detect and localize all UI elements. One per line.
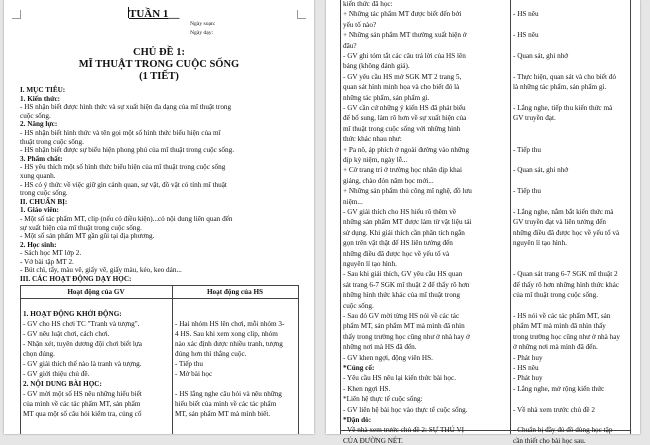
- text-line: - HS nhận biết được hình thức và sự xuất hiện đa dạng của mĩ thuật trong: [20, 103, 232, 112]
- gv-activity-line: - Sau khi giải thích, GV yêu cầu HS quan: [343, 270, 463, 279]
- text-line: [175, 310, 297, 320]
- gv-activity-line: bảng (không đánh giá).: [343, 62, 410, 71]
- gv-activity-line: thấy trong trường học cũng như ở nhà hay ở: [343, 332, 470, 341]
- gv-activity-line: niệm...: [343, 197, 363, 206]
- table-column-hs: [175, 310, 297, 420]
- lesson-title: MĨ THUẬT TRONG CUỘC SỐNG: [78, 59, 240, 70]
- gv-activity-line: thức khác nhau như:: [343, 135, 402, 144]
- text-line: - GV cho HS chơi TC "Tranh và tượng".: [23, 320, 140, 328]
- gv-activity-line: - GV yêu cầu HS mở SGK MT 2 trang 5,: [343, 72, 462, 81]
- gv-activity-line: gọn trên vật thật để HS liên tưởng đến: [343, 239, 453, 248]
- section-heading: 2. NỘI DUNG BÀI HỌC:: [23, 380, 102, 388]
- corner-mark: [297, 10, 306, 19]
- text-line: hiểu biết của mình về các tác phẩm: [175, 400, 277, 408]
- hs-activity-line: - Lắng nghe, nắm bắt kiến thức mà: [513, 208, 614, 216]
- hs-activity-line: - Quan sát, ghi nhớ: [513, 166, 569, 175]
- hs-activity-line: là những tác phẩm, sản phẩm gì.: [513, 83, 607, 92]
- table-column-gv: [23, 310, 171, 420]
- hs-activity-line: phẩm MT mà mình đã nhìn thấy: [513, 322, 606, 331]
- text-line: xung quanh.: [20, 171, 56, 180]
- hs-activity-line: cần thiết cho bài học sau.: [513, 436, 586, 445]
- section-heading: 3. Phẩm chất:: [20, 154, 63, 163]
- section-heading: I. MỤC TIÊU:: [20, 86, 66, 94]
- gv-activity-line: những nơi mà HS đã đến.: [343, 343, 417, 352]
- text-line: - GV giải thích thế nào là tranh và tượng.: [23, 360, 142, 368]
- text-line: của mình về các tác phẩm MT, sản phẩm: [23, 400, 141, 408]
- gv-activity-line: - Yêu cầu HS nêu lại kiến thức bài học.: [343, 374, 457, 383]
- gv-activity-line: + Pa nô, áp phích ở ngoài đường vào những: [343, 145, 470, 154]
- hs-activity-line: trong trường học cũng như ở nhà hay: [513, 332, 621, 341]
- section-heading: 1. Giáo viên:: [20, 206, 59, 215]
- gv-activity-line: yếu tố nào?: [343, 20, 377, 29]
- text-line: - Vở bài tập MT 2.: [20, 257, 74, 266]
- hs-activity-line: - Phát huy: [513, 374, 543, 383]
- text-line: MT, sản phẩm MT mà mình biết.: [175, 410, 271, 418]
- gv-activity-line: + Những tác phẩm MT được biết đến bởi: [343, 10, 462, 19]
- table-header-hs: Hoạt động của HS: [206, 288, 264, 296]
- gv-activity-line: + Cờ trang trí ở trường học nhân dịp khai: [343, 166, 462, 175]
- gv-activity-line: - GV cần cứ những ý kiến HS đã phát biểu: [343, 104, 466, 112]
- gv-activity-line: nguyên lí tạo hình.: [343, 260, 397, 268]
- text-line: - GV mời một số HS nêu những hiểu biết: [23, 390, 142, 398]
- text-line: sự xuất hiện của mĩ thuật trong cuộc sống.: [20, 223, 142, 232]
- gv-activity-line: *Liên hệ thực tế cuộc sống:: [343, 395, 423, 404]
- section-heading: 2. Năng lực:: [20, 120, 58, 129]
- text-line: - HS nhận biết được sự biểu hiện phong phú của mĩ thuật trong cuộc sống.: [20, 146, 235, 155]
- text-line: chọn đúng.: [23, 350, 55, 358]
- week-heading: TUẦN 1__: [129, 8, 180, 20]
- gv-activity-line: để bổ sung, làm rõ hơn về sự xuất hiện của: [343, 114, 467, 123]
- text-line: - Mở bài học: [175, 370, 213, 378]
- text-line: - Một số tác phẩm MT, clip (nếu có điều kiện)...có nội dung liên quan đến: [20, 214, 233, 223]
- lesson-duration: (1 TIẾT): [139, 71, 179, 82]
- gv-activity-line: sử dụng. Khi giải thích cần phân tích ngắn: [343, 228, 465, 237]
- text-line: - HS lắng nghe câu hỏi và nêu những: [175, 390, 282, 398]
- hs-activity-line: - HS nói về các tác phẩm MT, sản: [513, 312, 611, 320]
- text-line: trong cuộc sống.: [20, 189, 68, 198]
- hs-activity-line: - Phát huy: [513, 353, 543, 362]
- hs-activity-line: - HS nêu: [513, 364, 539, 372]
- text-line: - Tiếp thu: [175, 360, 203, 368]
- gv-activity-line: - GV giải thích cho HS hiểu rõ thêm về: [343, 208, 457, 216]
- gv-activity-line: dịp kỷ niệm, ngày lễ...: [343, 156, 408, 164]
- gv-activity-line: phẩm MT, sản phẩm MT mà mình đã nhìn: [343, 322, 465, 331]
- text-line: nào xác định được nhiều tranh, tượng: [175, 340, 283, 348]
- hs-activity-line: - Tiếp thu: [513, 187, 541, 196]
- gv-activity-line: - GV khen ngợi, động viên HS.: [343, 353, 433, 362]
- gv-activity-line: giảng, chào đón năm học mới...: [343, 176, 434, 185]
- gv-activity-line: - Về nhà xem trước chủ đề 2: SỰ THÚ VỊ: [343, 426, 465, 435]
- hs-activity-line: để thấy rõ hơn những hình thức khác: [513, 280, 620, 289]
- gv-activity-line: quan sát hình minh họa và cho biết đó là: [343, 83, 460, 92]
- hs-activity-line: ở những nơi mà mình đã đến.: [513, 343, 598, 352]
- gv-activity-line: + Những sản phẩm MT thường xuất hiện ở: [343, 31, 467, 40]
- gv-activity-line: *Củng cố:: [343, 364, 375, 372]
- hs-activity-line: những điều đã được học về yếu tố và: [513, 228, 620, 237]
- text-line: thuật trong cuộc sống.: [20, 137, 84, 146]
- gv-activity-line: sát trang 6-7 SGK mĩ thuật 2 để thấy rõ hơn: [343, 280, 470, 289]
- hs-activity-line: - Tiếp thu: [513, 145, 541, 154]
- gv-activity-line: - GV ghi tóm tắt các câu trả lời của HS lên: [343, 52, 466, 60]
- text-line: - Hai nhóm HS lên chơi, mỗi nhóm 3-: [175, 320, 285, 328]
- text-line: [175, 380, 297, 390]
- hs-activity-line: GV truyền đạt.: [513, 114, 556, 123]
- text-line: - Một số sản phẩm MT gần gũi tại địa phương.: [20, 232, 155, 241]
- gv-activity-line: mĩ thuật trong cuộc sống với những hình: [343, 124, 461, 133]
- text-line: - Bút chì, tẩy, màu vẽ, giấy vẽ, giấy màu, kéo, keo dán...: [20, 266, 182, 275]
- section-heading: 1. Kiến thức:: [20, 94, 61, 103]
- hs-activity-line: nguyên lí tạo hình.: [513, 239, 567, 248]
- gv-activity-line: những tác phẩm, sản phẩm gì.: [343, 93, 430, 102]
- gv-activity-line: những sản phẩm MT được làm từ vật liệu tái: [343, 218, 472, 227]
- hs-activity-line: - Lắng nghe, tiếp thu kiến thức mà: [513, 104, 613, 112]
- hs-activity-line: - Thực hiện, quan sát và cho biết đó: [513, 72, 616, 81]
- document-page-left: [4, 0, 314, 434]
- gv-activity-line: - Khen ngợi HS.: [343, 384, 391, 393]
- gv-activity-line: cuộc sống.: [343, 301, 374, 310]
- table-header-gv: Hoạt động của GV: [67, 288, 125, 296]
- hs-activity-line: - Chuẩn bị đầy đủ đồ dùng học tập: [513, 426, 613, 435]
- gv-activity-line: CỦA ĐƯỜNG NÉT.: [343, 436, 403, 445]
- gv-activity-line: những điều đã được học về yếu tố và: [343, 249, 450, 258]
- text-line: - HS có ý thức về việc giữ gìn cảnh quan, sự vật, đồ vật có tính mĩ thuật: [20, 180, 227, 189]
- text-line: - GV nêu luật chơi, cách chơi.: [23, 330, 110, 338]
- topic-heading: CHỦ ĐỀ 1:: [133, 47, 185, 58]
- gv-activity-line: - Sau đó GV mời từng HS nói về các tác: [343, 312, 460, 320]
- hs-activity-line: - HS nêu: [513, 31, 539, 40]
- hs-activity-line: - Quan sát, ghi nhớ: [513, 52, 569, 60]
- hs-activity-line: - Về nhà xem trước chủ đề 2: [513, 405, 596, 414]
- text-line: đúng hơn thì thắng cuộc.: [175, 350, 247, 358]
- text-line: - HS nhận biết hình thức và tên gọi một số hình thức biểu hiện của mĩ: [20, 128, 221, 137]
- text-line: 4 HS. Sau khi xem xong clip, nhóm: [175, 330, 278, 338]
- gv-activity-line: những hình thức khác của mĩ thuật trong: [343, 291, 460, 300]
- section-heading: II. CHUẨN BỊ:: [20, 197, 68, 206]
- text-line: - GV giới thiệu chủ đề.: [23, 370, 90, 378]
- date-labels: Ngày soạn: Ngày dạy:: [190, 21, 216, 36]
- section-heading: 1. HOẠT ĐỘNG KHỞI ĐỘNG:: [23, 310, 122, 318]
- hs-activity-line: - Lắng nghe, mở rộng kiến thức: [513, 384, 605, 393]
- hs-activity-line: - Quan sát trang 6-7 SGK mĩ thuật 2: [513, 270, 618, 279]
- gv-activity-line: *Dặn dò:: [343, 416, 372, 424]
- gv-activity-line: đâu?: [343, 41, 357, 50]
- text-line: cuộc sống.: [20, 111, 51, 120]
- text-line: MT qua một số câu hỏi kiểm tra, củng cố: [23, 410, 142, 418]
- gv-activity-line: - GV liên hệ bài học vào thực tế cuộc sống.: [343, 405, 468, 414]
- corner-mark: [12, 10, 21, 19]
- gv-activity-line: + Những sản phẩm thủ công mĩ nghệ, đồ lưu: [343, 187, 472, 196]
- hs-activity-line: của mĩ thuật trong cuộc sống.: [513, 291, 599, 300]
- text-line: - Sách học MT lớp 2.: [20, 249, 82, 258]
- text-line: - Nhận xét, tuyên dương đội chơi biết lựa: [23, 340, 142, 348]
- section-heading: III. CÁC HOẠT ĐỘNG DẠY HỌC:: [20, 275, 132, 284]
- hs-activity-line: - HS nêu: [513, 10, 539, 19]
- document-page-right: [326, 0, 640, 445]
- objectives-section: [20, 86, 308, 284]
- text-line: - HS yêu thích một số hình thức biểu hiện của mĩ thuật trong cuộc sống: [20, 163, 226, 172]
- section-heading: 2. Học sinh:: [20, 240, 57, 249]
- hs-activity-line: GV truyền đạt và liên tưởng đến: [513, 218, 606, 227]
- gv-activity-line: kiến thức đã học:: [343, 0, 393, 8]
